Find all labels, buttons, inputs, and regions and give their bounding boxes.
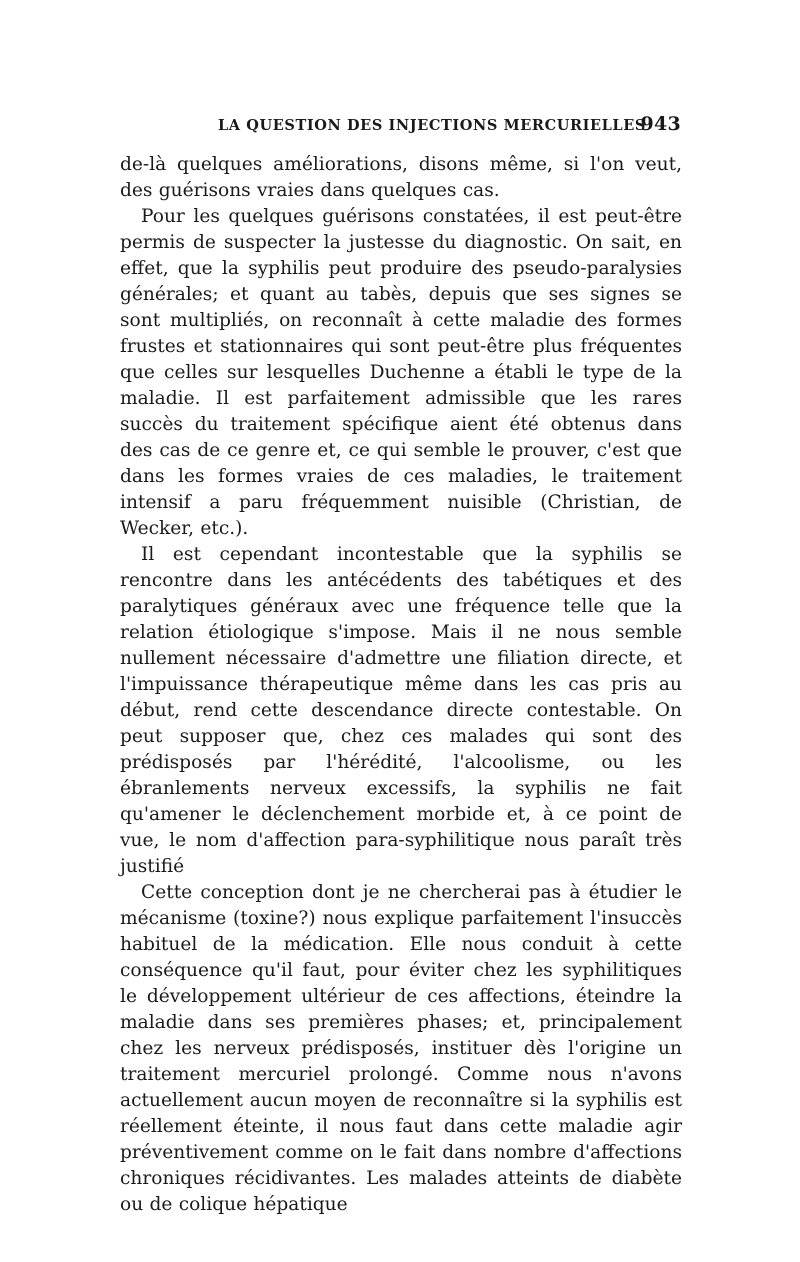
paragraph-continuation: de-là quelques améliorations, disons même, si l'on veut, des guérisons vraies dans quelques cas. <box>120 154 682 201</box>
paragraph-conception: Cette conception dont je ne chercherai pas à étudier le mécanisme (toxine?) nous explique parfaitement l'insuccès habituel de la médication. Elle nous conduit à cette conséquence qu'il faut, pour éviter chez les syphilitiques le développement ultérieur de ces affections, éteindre la maladie dans ses premières phases; et, principalement chez les nerveux prédisposés, instituer dès l'origine un traitement mercuriel prolongé. Comme nous n'avons actuellement aucun moyen de reconnaître si la syphilis est réellement éteinte, il nous faut dans cette maladie agir préventivement comme on le fait dans nombre d'affections chroniques récidivantes. Les malades atteints de diabète ou de colique hépatique <box>120 882 682 1215</box>
paragraph-etiology: Il est cependant incontestable que la syphilis se rencontre dans les antécédents des tabétiques et des paralytiques généraux avec une fréquence telle que la relation étiologique s'impose. Mais il ne nous semble nullement nécessaire d'admettre une filiation directe, et l'impuissance thérapeutique même dans les cas pris au début, rend cette descendance directe contestable. On peut supposer que, chez ces malades qui sont des prédisposés par l'hérédité, l'alcoolisme, ou les ébranlements nerveux excessifs, la syphilis ne fait qu'amener le déclenchement morbide et, à ce point de vue, le nom d'affection para-syphilitique nous paraît très justifié <box>120 544 682 877</box>
page-number: 943 <box>640 113 681 135</box>
running-head <box>120 112 682 142</box>
book-page <box>120 112 682 1218</box>
paragraph-diagnosis: Pour les quelques guérisons constatées, il est peut-être permis de suspecter la justesse du diagnostic. On sait, en effet, que la syphilis peut produire des pseudo-paralysies générales; et quant au tabès, depuis que ses signes se sont multipliés, on reconnaît à cette maladie des formes frustes et stationnaires qui sont peut-être plus fréquentes que celles sur lesquelles Duchenne a établi le type de la maladie. Il est parfaitement admissible que les rares succès du traitement spécifique aient été obtenus dans des cas de ce genre et, ce qui semble le prouver, c'est que dans les formes vraies de ces maladies, le traitement intensif a paru fréquemment nuisible (Christian, de Wecker, etc.). <box>120 206 682 539</box>
body-text <box>120 152 682 1218</box>
running-title: LA QUESTION DES INJECTIONS MERCURIELLES <box>218 117 646 134</box>
